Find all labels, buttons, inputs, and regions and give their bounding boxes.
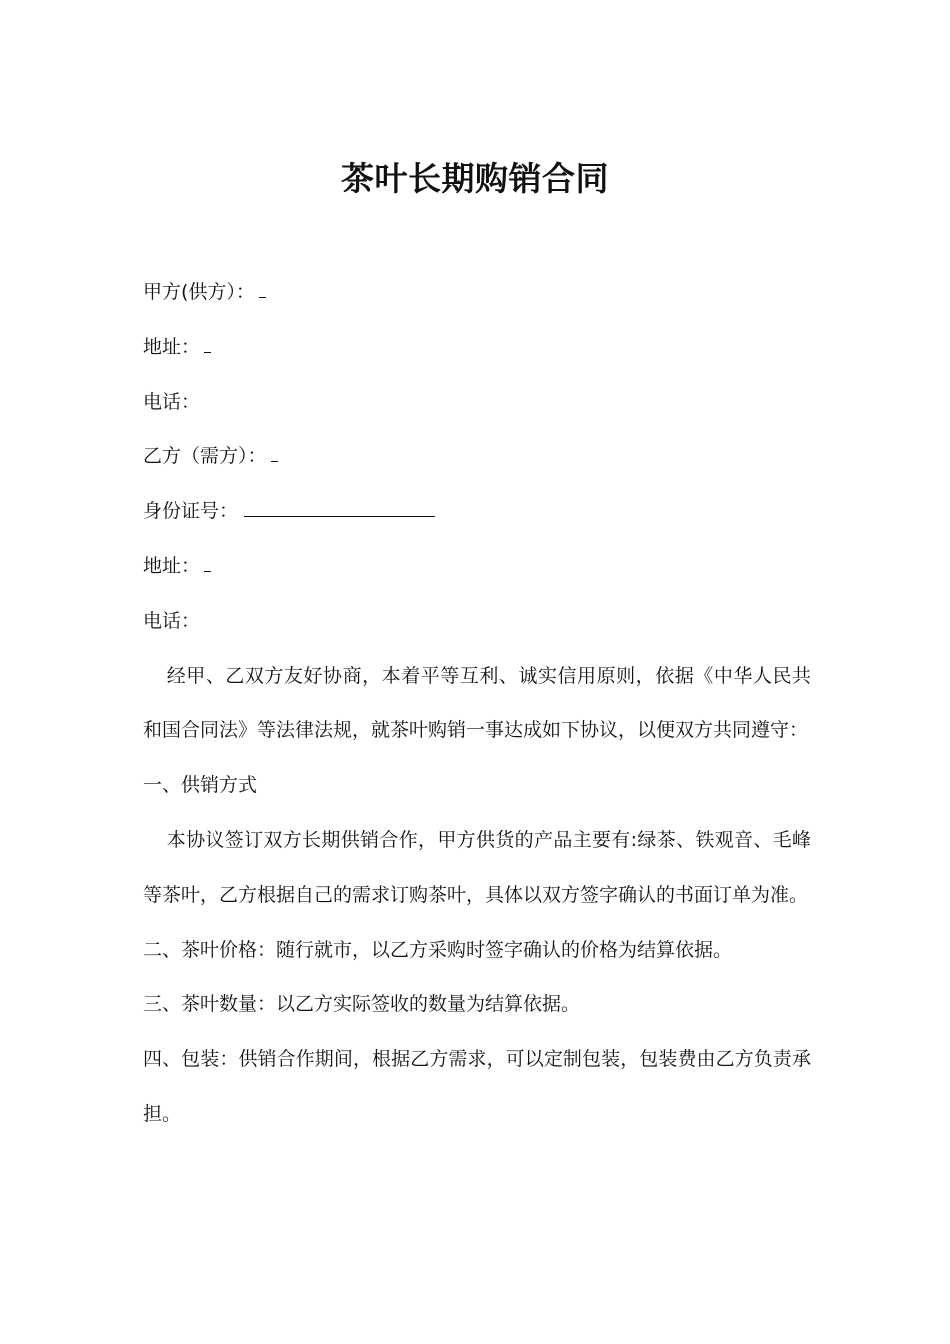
section-heading: 三、茶叶数量：以乙方实际签收的数量为结算依据。 [143,993,581,1016]
section-paragraph: 本协议签订双方长期供销合作，甲方供货的产品主要有:绿茶、铁观音、毛峰等茶叶，乙方根据自己的需求订购茶叶，具体以双方签字确认的书面订单为准。 [143,828,811,906]
party-a-line [143,265,811,320]
party-b-address-line [143,539,811,594]
preamble-paragraph: 经甲、乙双方友好协商，本着平等互利、诚实信用原则，依据《中华人民共和国合同法》等法律法规，就茶叶购销一事达成如下协议，以便双方共同遵守： [143,664,811,742]
party-b-phone-line [143,594,811,649]
party-a-address-label: 地址： [143,335,201,358]
party-a-blank [259,283,266,298]
party-a-address-blank [204,338,211,353]
section-heading: 二、茶叶价格：随行就市，以乙方采购时签字确认的价格为结算依据。 [143,938,733,961]
party-b-line [143,429,811,484]
party-a-label: 甲方(供方）： [143,281,255,303]
party-a-phone-label: 电话： [143,390,201,413]
party-b-address-blank [204,557,211,572]
contract-body [143,265,811,1142]
section-heading: 四、包装：供销合作期间，根据乙方需求，可以定制包装，包装费由乙方负责承担。 [143,1048,811,1125]
section-heading: 一、供销方式 [143,774,258,797]
party-b-id-blank [244,502,435,517]
party-a-address-line [143,320,811,375]
party-a-phone-line [143,375,811,430]
party-b-label: 乙方（需方）： [143,445,267,468]
party-b-phone-label: 电话： [143,609,201,632]
party-b-id-line [143,484,811,539]
party-b-address-label: 地址： [143,554,201,577]
party-b-id-label: 身份证号： [143,500,239,523]
document-title: 茶叶长期购销合同 [341,159,609,198]
party-b-blank [271,447,278,462]
